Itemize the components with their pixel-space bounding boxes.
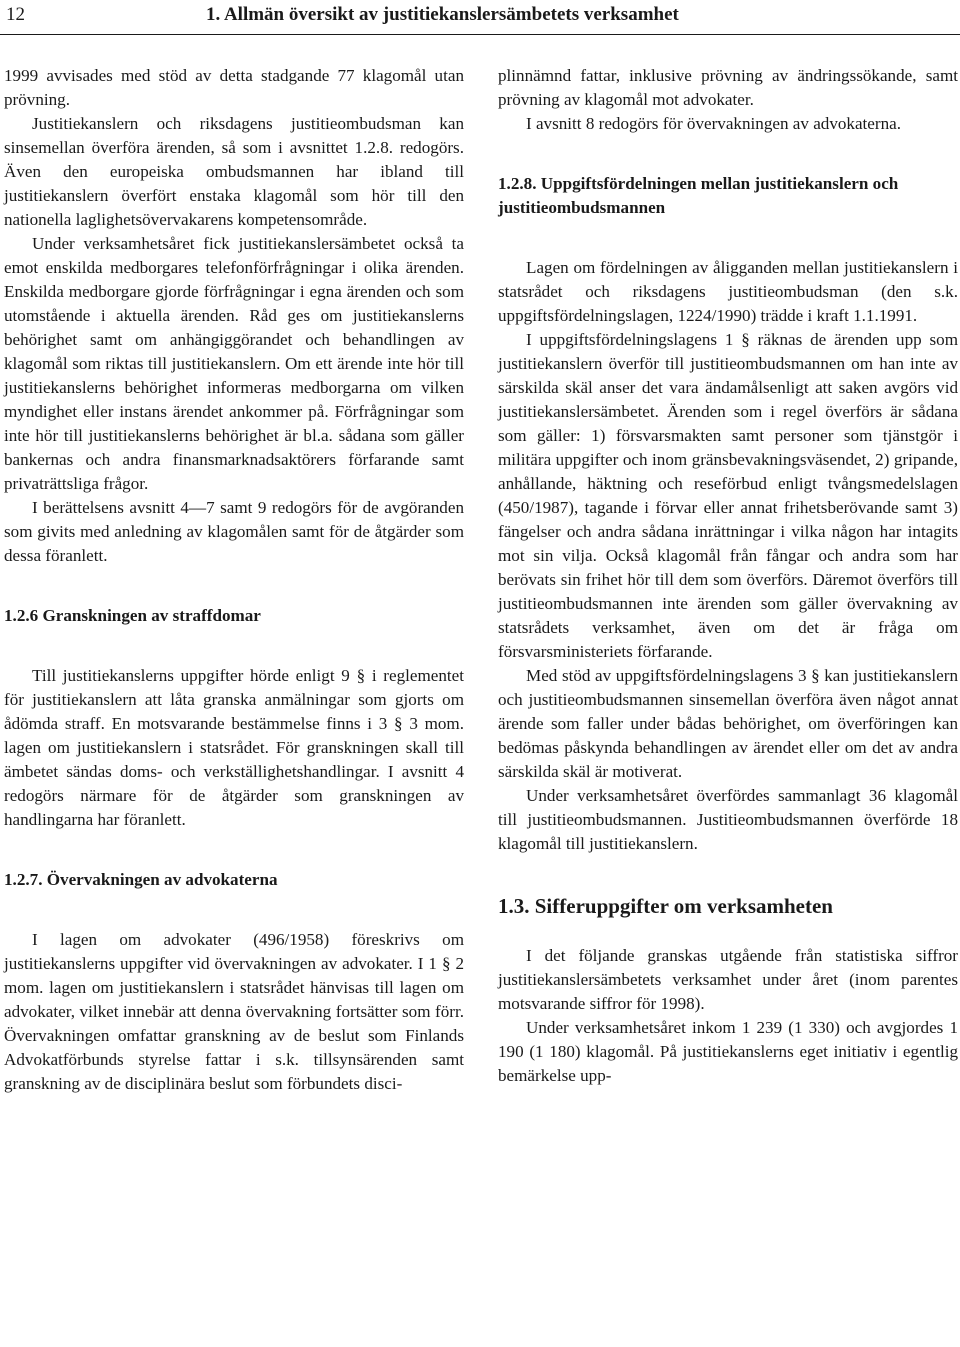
paragraph: plinnämnd fattar, inklusive prövning av ändringssökande, samt prövning av klagomål mot advokater. xyxy=(498,66,958,109)
paragraph: Till justitiekanslerns uppgifter hörde enligt 9 § i reglementet för justitiekanslern att låta granska anmälningar som gjorts om ådömda straff. En motsvarande bestämmelse finns i 3 § 3 mom. lagen om justitiekanslern i statsrådet. För granskningen skall till ämbetet sändas doms- och verkställighetshandlingar. I avsnitt 4 redogörs närmare för de åtgärder som granskningen av handlingarna har föranlett. xyxy=(4,666,464,829)
paragraph: Med stöd av uppgiftsfördelningslagens 3 § kan justitiekanslern och justitieombudsmannen sinsemellan överföra även något annat ärende som faller under bådas behörighet, om överföringen kan bedömas påskynda behandlingen av ärendet eller om det av andra särskilda skäl är motiverat. xyxy=(498,666,958,781)
section-heading-1-2-8: 1.2.8. Uppgiftsfördelningen mellan justitiekanslern och justitieombudsmannen xyxy=(498,174,899,217)
section-heading-1-2-7: 1.2.7. Övervakningen av advokaterna xyxy=(4,870,278,889)
header-rule xyxy=(0,34,960,35)
right-column xyxy=(498,64,958,1088)
page-header xyxy=(0,0,960,40)
paragraph: I lagen om advokater (496/1958) föreskrivs om justitiekanslerns uppgifter vid övervakningen av advokater. I 1 § 2 mom. lagen om justitiekanslern i statsrådet hänvisas till lagen om advokater, vilket innebär att denna övervakning fortsätter som förr. Övervakningen omfattar granskning av de beslut som Finlands Advokatförbunds styrelse fattar i s.k. tillsynsärenden samt granskning av de disciplinära beslut som förbundets disci- xyxy=(4,930,464,1093)
section-heading-1-3: 1.3. Sifferuppgifter om verksamheten xyxy=(498,894,833,918)
paragraph: I berättelsens avsnitt 4—7 samt 9 redogörs för de avgöranden som givits med anledning av klagomålen samt för de åtgärder som dessa föranlett. xyxy=(4,498,464,565)
paragraph: 1999 avvisades med stöd av detta stadgande 77 klagomål utan prövning. xyxy=(4,66,464,109)
paragraph: I det följande granskas utgående från statistiska siffror justitiekanslersämbetets verksamhet under året (inom parentes motsvarande siffror för 1998). xyxy=(498,946,958,1013)
paragraph: Lagen om fördelningen av åligganden mellan justitiekanslern i statsrådet och riksdagens justitieombudsman (den s.k. uppgiftsfördelningslagen, 1224/1990) trädde i kraft 1.1.1991. xyxy=(498,258,958,325)
paragraph: Under verksamhetsåret inkom 1 239 (1 330) och avgjordes 1 190 (1 180) klagomål. På justitiekanslerns eget initiativ i egentlig bemärkelse upp- xyxy=(498,1018,958,1085)
paragraph: I avsnitt 8 redogörs för övervakningen av advokaterna. xyxy=(526,114,901,133)
paragraph: Under verksamhetsåret fick justitiekanslersämbetet också ta emot enskilda medborgares telefonförfrågningar i olika ärenden. Enskilda medborgare gjorde förfrågningar i egna ärenden och som utomstående i aktuella ärenden. Råd ges om justitiekanslerns behörighet samt om anhängiggörandet och behandlingen av klagomål som riktas till justitiekanslern. Om ett ärende inte hör till justitiekanslerns behörighet informeras medborgarna om vilken myndighet eller instans ärendet ankommer på. Förfrågningar som inte hör till justitiekanslerns behörighet är bl.a. sådana som gäller bankernas och andra finansmarknadsaktörers förfarande samt privaträttsliga frågor. xyxy=(4,234,464,493)
paragraph: Justitiekanslern och riksdagens justitieombudsman kan sinsemellan överföra ärenden, så som i avsnittet 1.2.8. redogörs. Även den europeiska ombudsmannen har ibland till justitiekanslern överfört enstaka klagomål som hör till den nationella laglighetsövervakarens kompetensområde. xyxy=(4,114,464,229)
section-heading-1-2-6: 1.2.6 Granskningen av straffdomar xyxy=(4,606,261,625)
paragraph: Under verksamhetsåret överfördes sammanlagt 36 klagomål till justitieombudsmannen. Justitieombudsmannen överförde 18 klagomål till justitiekanslern. xyxy=(498,786,958,853)
page-number: 12 xyxy=(6,4,25,25)
left-column xyxy=(4,64,464,1096)
paragraph: I uppgiftsfördelningslagens 1 § räknas de ärenden upp som justitiekanslern överför till justitieombudsmannen om han inte av särskilda skäl anser det vara ändamålsenligt att saken avgörs vid justitiekanslersämbetet. Ärenden som i regel överförs är sådana som gäller: 1) försvarsmakten samt personer som tjänstgör i militära uppgifter och inom gränsbevakningsväsendet, 2) gripande, anhållande, häktning och reseförbud enligt tvångsmedelslagen (450/1987), tagande i förvar eller annat frihetsberövande samt 3) fängelser och andra sådana inrättningar i vilka någon har intagits mot sin vilja. Också klagomål från fångar och andra som har berövats sin frihet hör till dem som överförs. Däremot överförs till justitieombudsmannen inte ärenden som gäller övervakning av statsrådets verksamhet, även om det är fråga om försvarsministeriets förfarande. xyxy=(498,330,958,661)
running-title: 1. Allmän översikt av justitiekanslersämbetets verksamhet xyxy=(206,4,679,25)
